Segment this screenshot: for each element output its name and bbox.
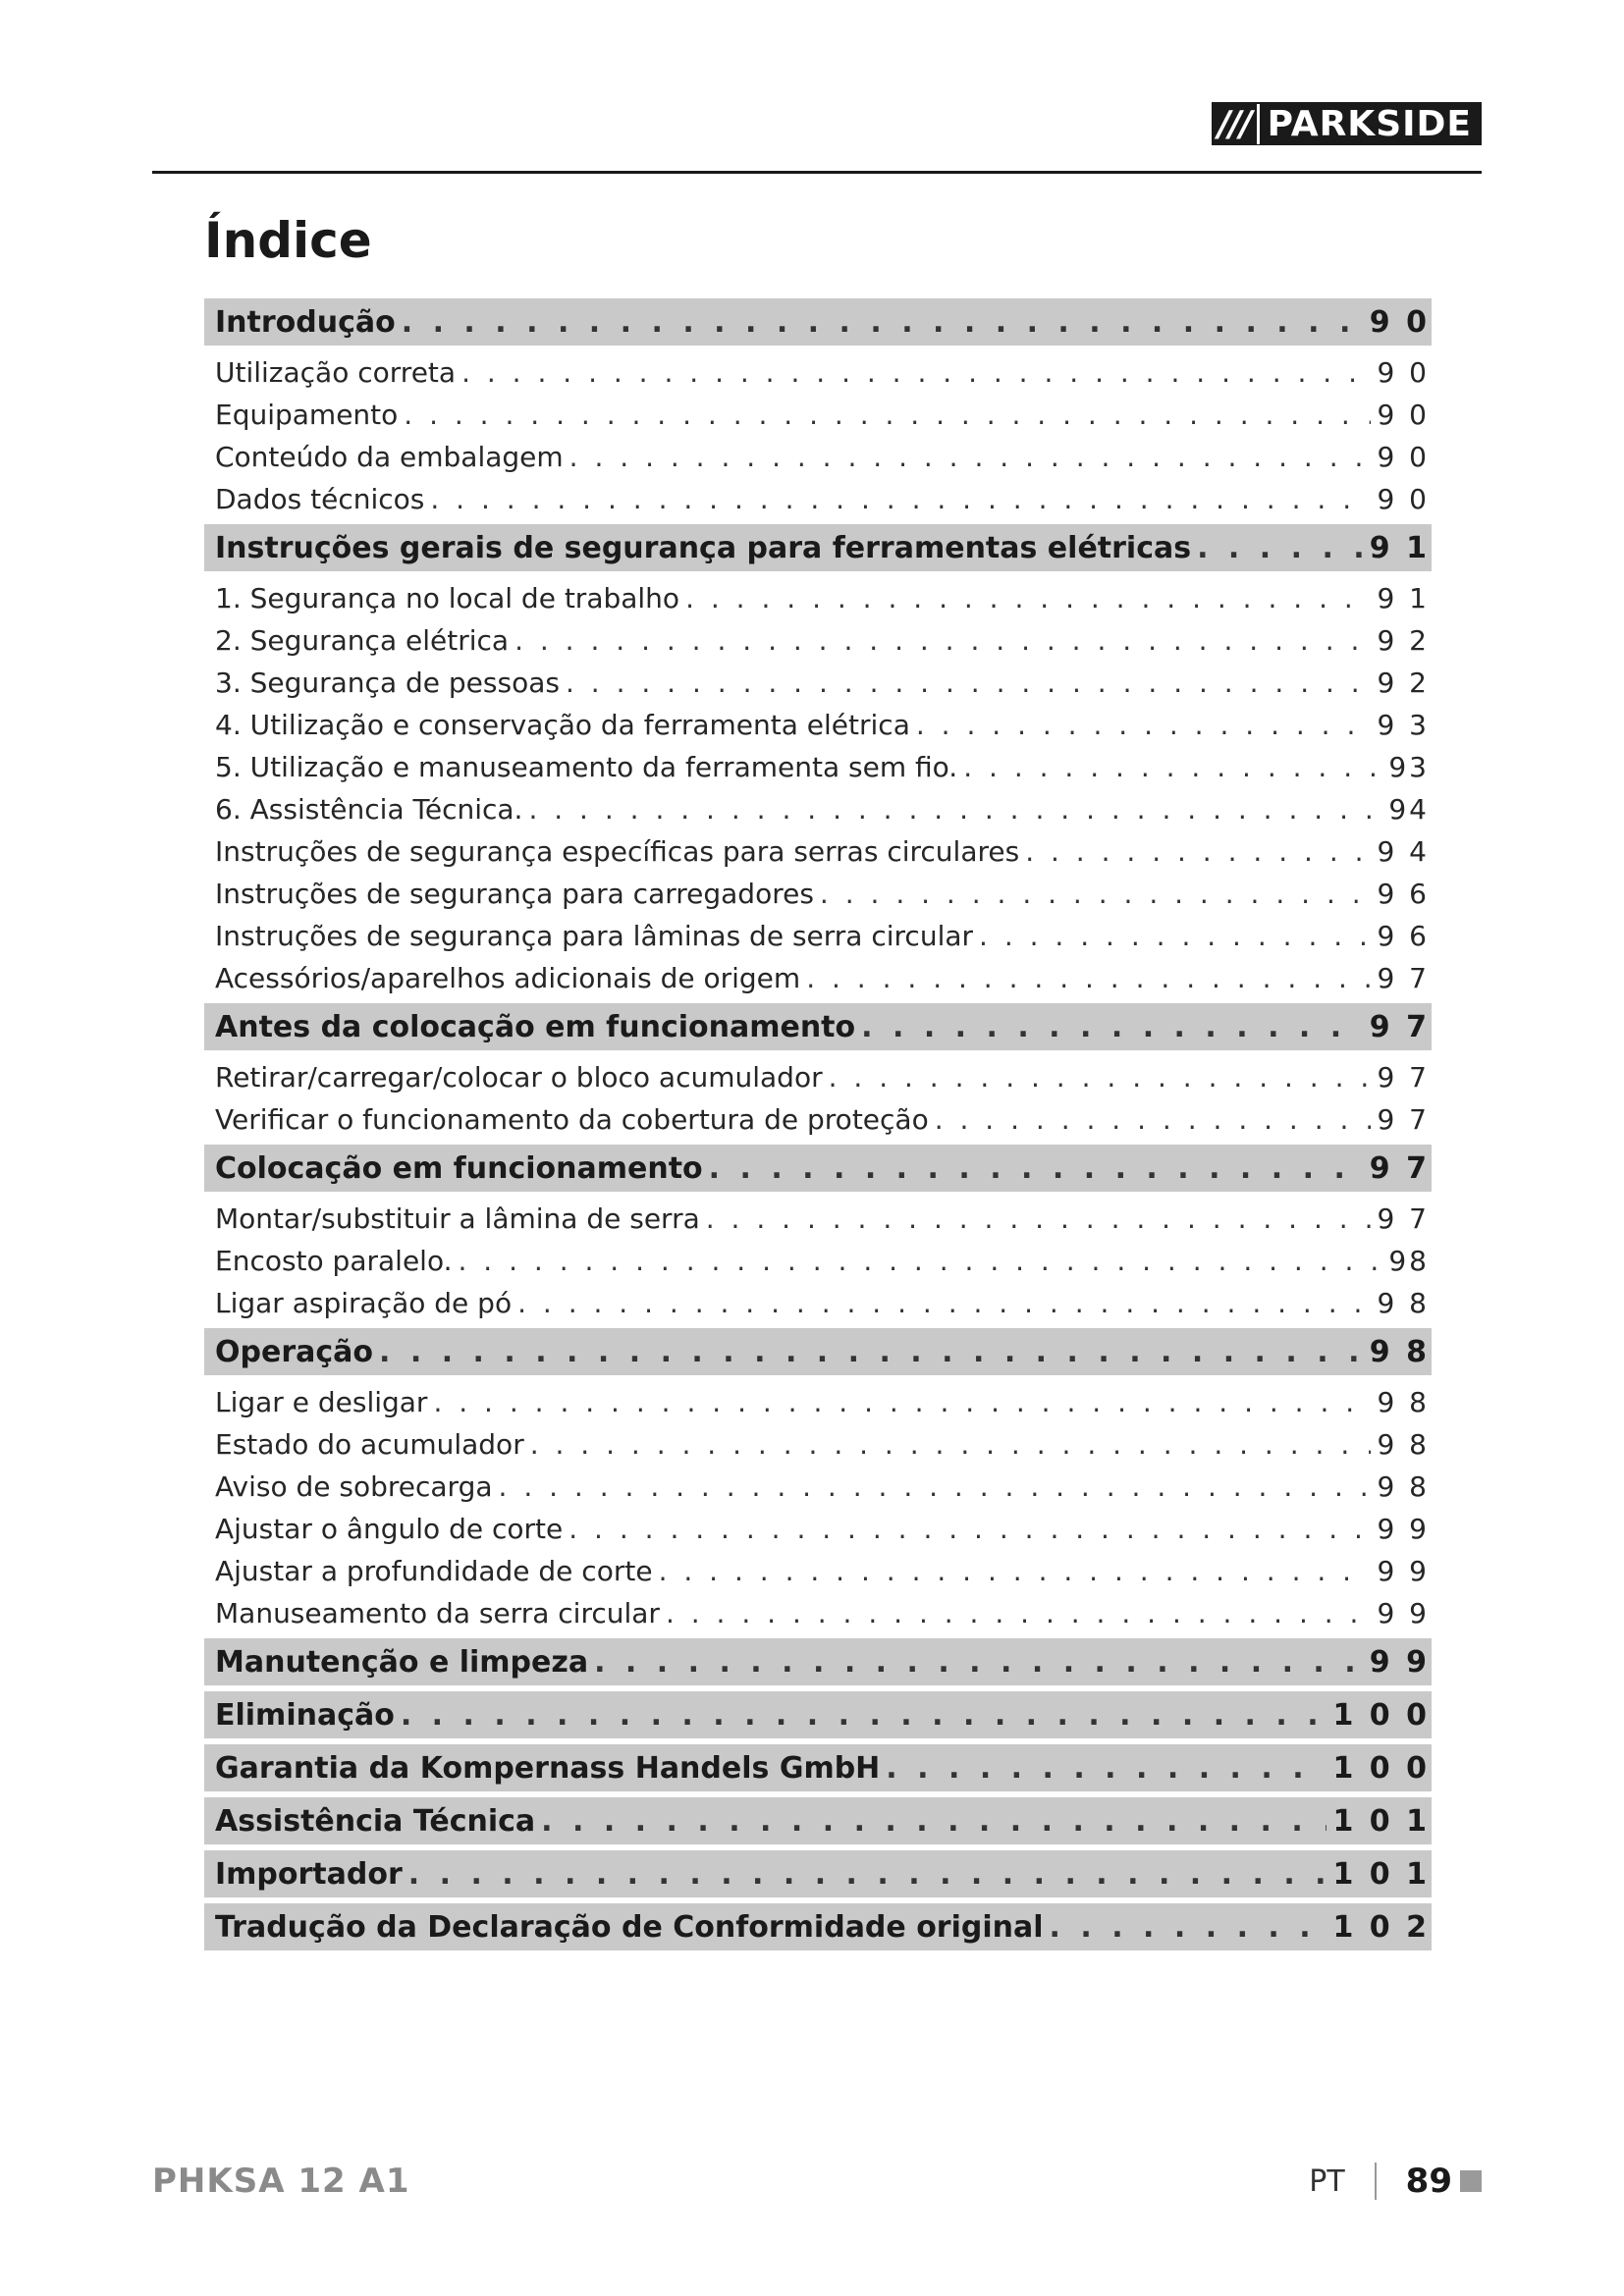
toc-page-number: 9 7: [1377, 1202, 1430, 1235]
toc-page-number: 9 7: [1377, 1103, 1430, 1136]
toc-entry-label: Montar/substituir a lâmina de serra: [215, 1202, 700, 1235]
toc-section-heading: [204, 1744, 1432, 1791]
logo-slashes: ///: [1218, 103, 1251, 144]
toc-entry-label: Ajustar a profundidade de corte: [215, 1555, 653, 1587]
toc-section-heading: [204, 298, 1432, 346]
toc-section-heading: [204, 1145, 1432, 1192]
toc-page-number: 9 2: [1377, 667, 1430, 699]
toc-entry-label: Instruções de segurança específicas para serras circulares: [215, 835, 1020, 868]
toc-entry-label: Ligar aspiração de pó: [215, 1287, 513, 1319]
toc-entry-label: Encosto paralelo.: [215, 1245, 453, 1277]
toc-entry: [204, 1198, 1432, 1240]
toc-leader-dots: [935, 1103, 1372, 1136]
toc-entry-label: Colocação em funcionamento: [215, 1150, 703, 1186]
toc-leader-dots: [430, 483, 1371, 515]
toc-entry: [204, 1056, 1432, 1098]
toc-page-number: 9 7: [1369, 1150, 1430, 1186]
toc-leader-dots: [517, 1287, 1371, 1319]
toc-entry-label: Instruções gerais de segurança para ferramentas elétricas: [215, 530, 1192, 565]
toc-entry: [204, 1508, 1432, 1550]
toc-leader-dots: [379, 1335, 1364, 1369]
toc-section-heading: [204, 1850, 1432, 1897]
toc-entry-label: 1. Segurança no local de trabalho: [215, 582, 680, 614]
toc-leader-dots: [659, 1555, 1372, 1587]
toc-entry-label: Retirar/carregar/colocar o bloco acumulador: [215, 1061, 823, 1094]
toc-entry: [204, 662, 1432, 704]
toc-leader-dots: [979, 920, 1371, 952]
toc-leader-dots: [886, 1751, 1326, 1786]
toc-entry: [204, 1240, 1432, 1282]
toc-page-number: 1 0 2: [1332, 1909, 1430, 1945]
toc-leader-dots: [916, 709, 1372, 741]
toc-leader-dots: [569, 441, 1372, 473]
toc-leader-dots: [499, 1470, 1372, 1503]
toc-leader-dots: [401, 1698, 1327, 1733]
toc-entry-label: Introdução: [215, 304, 396, 340]
toc-leader-dots: [528, 793, 1382, 826]
toc-entry-label: Equipamento: [215, 399, 399, 431]
footer-page-number: 89: [1405, 2162, 1452, 2201]
toc-leader-dots: [408, 1857, 1327, 1892]
logo-brand-name: PARKSIDE: [1257, 104, 1476, 144]
toc-entry-label: 6. Assistência Técnica.: [215, 793, 523, 826]
toc-entry-label: 5. Utilização e manuseamento da ferramenta sem fio.: [215, 751, 958, 783]
toc-entry: [204, 788, 1432, 830]
toc-entry-label: Ajustar o ângulo de corte: [215, 1513, 564, 1545]
toc-entry: [204, 957, 1432, 999]
toc-entry: [204, 1466, 1432, 1508]
toc-page-number: 9 0: [1369, 304, 1430, 340]
toc-entry: [204, 746, 1432, 788]
toc-leader-dots: [685, 582, 1371, 614]
toc-page-number: 9 3: [1377, 709, 1430, 741]
toc-page-number: 9 1: [1369, 530, 1430, 565]
toc-page-number: 9 8: [1377, 1386, 1430, 1418]
toc-leader-dots: [461, 356, 1371, 389]
toc-leader-dots: [861, 1010, 1364, 1044]
toc-entry: [204, 619, 1432, 662]
toc-page-number: 9 0: [1377, 483, 1430, 515]
toc-entry: [204, 1550, 1432, 1592]
toc-entry-label: Ligar e desligar: [215, 1386, 428, 1418]
toc-page-number: 9 0: [1377, 399, 1430, 431]
toc-leader-dots: [530, 1428, 1372, 1461]
toc-entry-label: Verificar o funcionamento da cobertura de proteção: [215, 1103, 929, 1136]
toc-section-heading: [204, 1797, 1432, 1844]
toc-page-number: 9 8: [1369, 1334, 1430, 1369]
toc-entry: [204, 1592, 1432, 1634]
footer-page-info: [1309, 2162, 1482, 2201]
toc-entry: [204, 478, 1432, 520]
toc-leader-dots: [829, 1061, 1372, 1094]
page-title: Índice: [204, 212, 372, 269]
toc-leader-dots: [820, 878, 1372, 910]
toc-entry: [204, 577, 1432, 619]
toc-leader-dots: [459, 1245, 1383, 1277]
toc-entry-label: 4. Utilização e conservação da ferramenta elétrica: [215, 709, 910, 741]
toc-entry: [204, 915, 1432, 957]
table-of-contents: [204, 294, 1432, 1956]
header-rule: [152, 171, 1482, 174]
footer-separator: [1375, 2163, 1377, 2200]
toc-page-number: 9 8: [1377, 1287, 1430, 1319]
toc-page-number: 1 0 0: [1332, 1750, 1430, 1786]
toc-leader-dots: [706, 1202, 1372, 1235]
toc-page-number: 9 8: [1377, 1428, 1430, 1461]
toc-page-number: 9 7: [1369, 1009, 1430, 1044]
toc-leader-dots: [709, 1151, 1364, 1186]
toc-entry-label: 2. Segurança elétrica: [215, 624, 510, 657]
toc-entry-label: Instruções de segurança para carregadores: [215, 878, 814, 910]
toc-entry-label: Manutenção e limpeza: [215, 1644, 589, 1680]
toc-leader-dots: [404, 399, 1371, 431]
toc-section-heading: [204, 1328, 1432, 1375]
toc-entry-label: Aviso de sobrecarga: [215, 1470, 493, 1503]
toc-page-number: 9 9: [1377, 1597, 1430, 1629]
toc-entry-label: Acessórios/aparelhos adicionais de origem: [215, 962, 801, 994]
toc-leader-dots: [1050, 1910, 1327, 1945]
toc-page-number: 9 2: [1377, 624, 1430, 657]
toc-leader-dots: [806, 962, 1371, 994]
toc-page-number: 9 9: [1377, 1555, 1430, 1587]
toc-entry: [204, 1098, 1432, 1141]
toc-entry: [204, 436, 1432, 478]
toc-page-number: 1 0 0: [1332, 1697, 1430, 1733]
toc-entry: [204, 1423, 1432, 1466]
toc-leader-dots: [594, 1645, 1364, 1680]
toc-entry-label: Dados técnicos: [215, 483, 425, 515]
toc-section-heading: [204, 524, 1432, 571]
toc-page-number: 9 0: [1377, 441, 1430, 473]
toc-page-number: 1 0 1: [1332, 1856, 1430, 1892]
toc-leader-dots: [568, 1513, 1371, 1545]
toc-page-number: 9 8: [1377, 1470, 1430, 1503]
toc-leader-dots: [1197, 531, 1364, 565]
footer-model-number: PHKSA 12 A1: [152, 2162, 410, 2201]
toc-entry-label: Operação: [215, 1334, 374, 1369]
toc-entry: [204, 1282, 1432, 1324]
toc-leader-dots: [514, 624, 1371, 657]
toc-entry-label: Conteúdo da embalagem: [215, 441, 564, 473]
toc-entry-label: 3. Segurança de pessoas: [215, 667, 560, 699]
parkside-logo: [1212, 102, 1482, 145]
toc-entry-label: Utilização correta: [215, 356, 457, 389]
toc-section-heading: [204, 1003, 1432, 1050]
toc-entry: [204, 394, 1432, 436]
toc-entry: [204, 704, 1432, 746]
toc-leader-dots: [402, 305, 1364, 340]
toc-entry-label: Manuseamento da serra circular: [215, 1597, 660, 1629]
toc-page-number: 94: [1388, 793, 1430, 826]
toc-leader-dots: [566, 667, 1372, 699]
toc-section-heading: [204, 1691, 1432, 1738]
toc-section-heading: [204, 1638, 1432, 1685]
toc-leader-dots: [1025, 835, 1371, 868]
toc-entry: [204, 830, 1432, 873]
toc-leader-dots: [666, 1597, 1372, 1629]
toc-page-number: 1 0 1: [1332, 1803, 1430, 1839]
footer-language: PT: [1309, 2163, 1345, 2199]
toc-entry-label: Instruções de segurança para lâminas de serra circular: [215, 920, 974, 952]
toc-entry-label: Antes da colocação em funcionamento: [215, 1009, 856, 1044]
toc-entry: [204, 351, 1432, 394]
toc-page-number: 9 4: [1377, 835, 1430, 868]
toc-page-number: 93: [1388, 751, 1430, 783]
toc-entry-label: Estado do acumulador: [215, 1428, 524, 1461]
toc-leader-dots: [433, 1386, 1371, 1418]
toc-leader-dots: [541, 1804, 1326, 1839]
toc-entry: [204, 873, 1432, 915]
toc-page-number: 9 6: [1377, 878, 1430, 910]
toc-page-number: 9 1: [1377, 582, 1430, 614]
toc-page-number: 98: [1388, 1245, 1430, 1277]
toc-leader-dots: [963, 751, 1382, 783]
footer-square-marker: [1460, 2170, 1482, 2192]
toc-page-number: 9 9: [1377, 1513, 1430, 1545]
toc-entry-label: Eliminação: [215, 1697, 395, 1733]
toc-page-number: 9 9: [1369, 1644, 1430, 1680]
toc-page-number: 9 7: [1377, 962, 1430, 994]
toc-page-number: 9 0: [1377, 356, 1430, 389]
toc-entry: [204, 1381, 1432, 1423]
toc-entry-label: Importador: [215, 1856, 403, 1892]
toc-page-number: 9 6: [1377, 920, 1430, 952]
toc-page-number: 9 7: [1377, 1061, 1430, 1094]
toc-entry-label: Garantia da Kompernass Handels GmbH: [215, 1750, 881, 1786]
toc-entry-label: Assistência Técnica: [215, 1803, 536, 1839]
toc-section-heading: [204, 1903, 1432, 1950]
toc-entry-label: Tradução da Declaração de Conformidade original: [215, 1909, 1044, 1945]
